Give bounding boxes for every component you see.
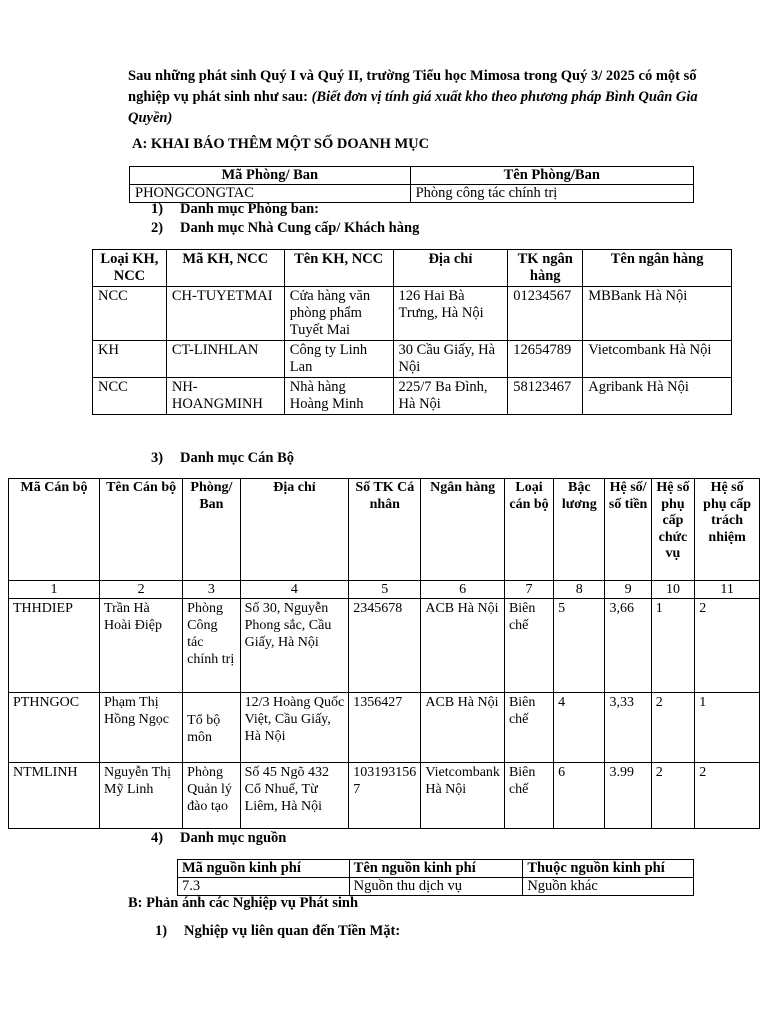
table-header-cell: Ngân hàng — [421, 479, 505, 581]
table-cell: NTMLINH — [9, 763, 100, 829]
table-cell: Cửa hàng văn phòng phẩm Tuyết Mai — [284, 287, 393, 341]
table-row — [9, 763, 760, 829]
table-header-cell: TK ngân hàng — [508, 250, 583, 287]
table-cell: Nguồn thu dịch vụ — [349, 878, 523, 896]
table-cell: 2345678 — [349, 599, 421, 693]
list-item-label: Danh mục nguồn — [180, 830, 287, 846]
table-header-cell: Phòng/ Ban — [183, 479, 240, 581]
table-header-row — [130, 167, 694, 185]
table-cell: Biên chế — [504, 763, 553, 829]
table-cell: PTHNGOC — [9, 693, 100, 763]
section-b-item — [155, 923, 400, 940]
table-cell: Phòng Quản lý đào tạo — [183, 763, 240, 829]
column-number: 7 — [504, 581, 553, 599]
column-number: 4 — [240, 581, 349, 599]
table-header-cell: Loại KH, NCC — [93, 250, 167, 287]
table-header-cell: Mã Cán bộ — [9, 479, 100, 581]
table-row — [130, 185, 694, 203]
table-cell: THHDIEP — [9, 599, 100, 693]
table-cell: 2 — [651, 763, 695, 829]
table-cell: Agribank Hà Nội — [583, 378, 732, 415]
table-cell: Phạm Thị Hồng Ngọc — [100, 693, 183, 763]
table-header-cell: Thuộc nguồn kinh phí — [523, 860, 694, 878]
list-item-label: Danh mục Cán Bộ — [180, 450, 295, 466]
section-b-heading: B: Phản ánh các Nghiệp vụ Phát sinh — [128, 895, 359, 911]
table-header-row — [178, 860, 694, 878]
list-item-label: Nghiệp vụ liên quan đến Tiền Mặt: — [184, 923, 401, 939]
intro-italic-note: (Biết đơn vị tính giá xuất kho theo phương pháp Bình Quân Gia Quyền) — [128, 89, 698, 126]
column-number: 5 — [349, 581, 421, 599]
table-header-cell: Mã nguồn kinh phí — [178, 860, 350, 878]
table-cell: 01234567 — [508, 287, 583, 341]
table-cell: 126 Hai Bà Trưng, Hà Nội — [393, 287, 508, 341]
table-cell: Vietcombank Hà Nội — [421, 763, 505, 829]
table-row — [9, 599, 760, 693]
table-header-cell: Tên nguồn kinh phí — [349, 860, 523, 878]
table-cell: 1356427 — [349, 693, 421, 763]
table-cell: 1 — [651, 599, 695, 693]
column-number: 6 — [421, 581, 505, 599]
table-header-cell: Tên KH, NCC — [284, 250, 393, 287]
intro-bold-text: Sau những phát sinh Quý I và Quý II, trường Tiểu học Mimosa trong Quý 3/ 2025 có một số nghiệp vụ phát sinh như sau: — [128, 68, 697, 105]
table-row — [93, 287, 732, 341]
table-cell: ACB Hà Nội — [421, 693, 505, 763]
list-item — [151, 220, 419, 237]
list-item-number: 1) — [155, 923, 168, 939]
table-header-cell: Mã KH, NCC — [166, 250, 284, 287]
staff-table — [8, 478, 760, 829]
funding-sources-table — [177, 859, 694, 896]
list-item-number: 3) — [151, 450, 164, 466]
intro-paragraph — [128, 66, 728, 129]
table-cell: Nguyễn Thị Mỹ Linh — [100, 763, 183, 829]
column-number: 2 — [100, 581, 183, 599]
suppliers-table — [92, 249, 732, 415]
table-cell: CH-TUYETMAI — [166, 287, 284, 341]
table-cell: Tổ bộ môn — [183, 693, 240, 763]
table-header-cell: Tên Cán bộ — [100, 479, 183, 581]
column-number: 10 — [651, 581, 695, 599]
table-cell: Vietcombank Hà Nội — [583, 341, 732, 378]
table-cell: CT-LINHLAN — [166, 341, 284, 378]
table-cell: Nhà hàng Hoàng Minh — [284, 378, 393, 415]
table-cell: ACB Hà Nội — [421, 599, 505, 693]
list-item-number: 1) — [151, 201, 164, 217]
table-row — [93, 378, 732, 415]
column-number: 1 — [9, 581, 100, 599]
column-number: 9 — [605, 581, 651, 599]
table-cell: Biên chế — [504, 599, 553, 693]
list-item-label: Danh mục Phòng ban: — [180, 201, 319, 217]
column-number: 11 — [695, 581, 760, 599]
table-cell: 3,33 — [605, 693, 651, 763]
list-item-number: 2) — [151, 220, 164, 236]
table-cell: Nguồn khác — [523, 878, 694, 896]
column-number: 3 — [183, 581, 240, 599]
table-cell: 1 — [695, 693, 760, 763]
table-cell: 7.3 — [178, 878, 350, 896]
list-item-label: Danh mục Nhà Cung cấp/ Khách hàng — [180, 220, 420, 236]
table-row — [178, 878, 694, 896]
table-header-cell: Số TK Cá nhân — [349, 479, 421, 581]
table-cell: Phòng Công tác chính trị — [183, 599, 240, 693]
table-cell: 1031931567 — [349, 763, 421, 829]
table-cell: Biên chế — [504, 693, 553, 763]
table-cell: KH — [93, 341, 167, 378]
table-header-cell: Bậc lương — [554, 479, 605, 581]
column-number: 8 — [554, 581, 605, 599]
table-cell: 2 — [695, 599, 760, 693]
departments-table — [129, 166, 694, 203]
table-cell: 6 — [554, 763, 605, 829]
table-cell: Số 30, Nguyễn Phong sắc, Cầu Giấy, Hà Nội — [240, 599, 349, 693]
table-header-cell: Địa chỉ — [240, 479, 349, 581]
table-cell: 3.99 — [605, 763, 651, 829]
table-cell: 4 — [554, 693, 605, 763]
section-a-heading: A: KHAI BÁO THÊM MỘT SỐ DOANH MỤC — [132, 136, 430, 152]
table-cell: 12654789 — [508, 341, 583, 378]
table-cell: NCC — [93, 378, 167, 415]
list-item-number: 4) — [151, 830, 164, 846]
table-cell: NCC — [93, 287, 167, 341]
list-item — [151, 201, 319, 218]
table-header-cell: Loại cán bộ — [504, 479, 553, 581]
table-cell: Công ty Linh Lan — [284, 341, 393, 378]
table-cell: 2 — [695, 763, 760, 829]
table-header-cell: Tên ngân hàng — [583, 250, 732, 287]
table-cell: 3,66 — [605, 599, 651, 693]
table-cell: 30 Cầu Giấy, Hà Nội — [393, 341, 508, 378]
table-cell: 12/3 Hoàng Quốc Việt, Cầu Giấy, Hà Nội — [240, 693, 349, 763]
table-cell: 2 — [651, 693, 695, 763]
table-cell: Số 45 Ngõ 432 Cổ Nhuế, Từ Liêm, Hà Nội — [240, 763, 349, 829]
list-item — [151, 450, 294, 467]
table-row — [9, 693, 760, 763]
table-header-cell: Hệ số phụ cấp chức vụ — [651, 479, 695, 581]
table-cell: NH-HOANGMINH — [166, 378, 284, 415]
table-cell: PHONGCONGTAC — [130, 185, 411, 203]
table-header-row — [9, 479, 760, 581]
table-header-cell: Mã Phòng/ Ban — [130, 167, 411, 185]
table-cell: 225/7 Ba Đình, Hà Nội — [393, 378, 508, 415]
table-cell: Phòng công tác chính trị — [410, 185, 693, 203]
table-header-cell: Hệ số/ số tiền — [605, 479, 651, 581]
table-header-cell: Địa chỉ — [393, 250, 508, 287]
column-number-row — [9, 581, 760, 599]
table-header-cell: Tên Phòng/Ban — [410, 167, 693, 185]
table-cell: 58123467 — [508, 378, 583, 415]
table-header-row — [93, 250, 732, 287]
list-item — [151, 830, 286, 847]
table-header-cell: Hệ số phụ cấp trách nhiệm — [695, 479, 760, 581]
table-cell: MBBank Hà Nội — [583, 287, 732, 341]
table-cell: Trần Hà Hoài Điệp — [100, 599, 183, 693]
table-cell: 5 — [554, 599, 605, 693]
table-row — [93, 341, 732, 378]
